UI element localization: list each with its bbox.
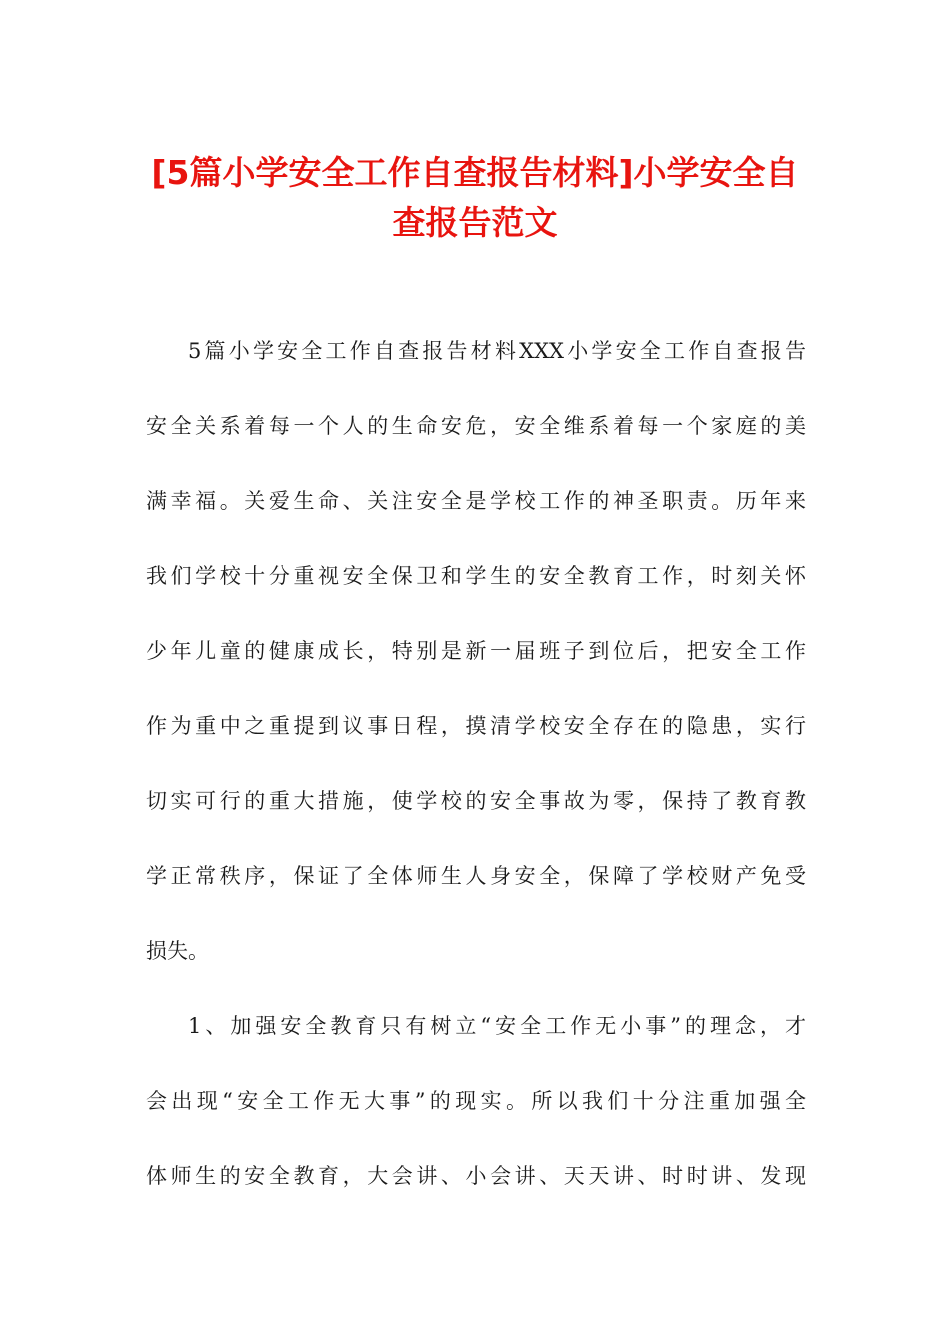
paragraph-line: 少年儿童的健康成长，特别是新一届班子到位后，把安全工作: [146, 639, 806, 663]
paragraph-line: 体师生的安全教育，大会讲、小会讲、天天讲、时时讲、发现: [146, 1164, 806, 1188]
title-line-2: 查报告范文: [392, 203, 558, 242]
paragraph-line: 会出现“安全工作无大事”的现实。所以我们十分注重加强全: [146, 1089, 806, 1113]
paragraph-line: 5篇小学安全工作自查报告材料XXX小学安全工作自查报告: [188, 339, 806, 363]
document-title: [120, 148, 830, 248]
paragraph-line: 作为重中之重提到议事日程，摸清学校安全存在的隐患，实行: [146, 714, 806, 738]
paragraph-line: 满幸福。关爱生命、关注安全是学校工作的神圣职责。历年来: [146, 489, 806, 513]
paragraph-line: 切实可行的重大措施，使学校的安全事故为零，保持了教育教: [146, 789, 806, 813]
paragraph-1: [146, 328, 806, 1003]
document-body: [146, 328, 806, 1228]
paragraph-line: 学正常秩序，保证了全体师生人身安全，保障了学校财产免受: [146, 864, 806, 888]
paragraph-2: [146, 1003, 806, 1228]
paragraph-line: 损失。: [146, 939, 209, 963]
paragraph-line: 1、加强安全教育只有树立“安全工作无小事”的理念，才: [188, 1014, 806, 1038]
paragraph-line: 安全关系着每一个人的生命安危，安全维系着每一个家庭的美: [146, 414, 806, 438]
title-line-1: [5篇小学安全工作自查报告材料]小学安全自: [151, 153, 799, 192]
paragraph-line: 我们学校十分重视安全保卫和学生的安全教育工作，时刻关怀: [146, 564, 806, 588]
